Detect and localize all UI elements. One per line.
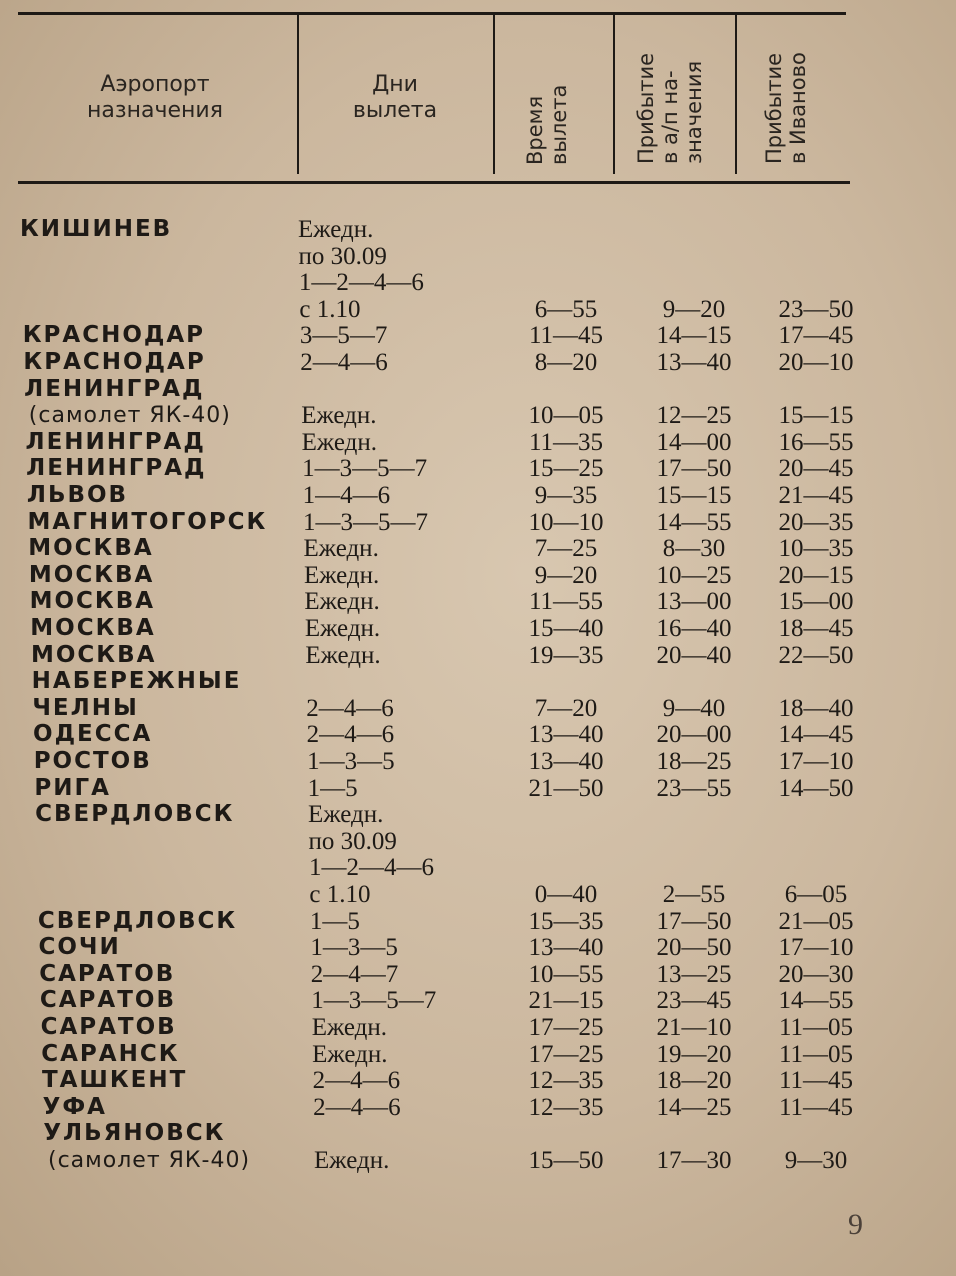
destination-city: МОСКВА	[29, 588, 156, 615]
flight-days: Ежедн.	[301, 402, 377, 430]
destination-city: МОСКВА	[30, 641, 157, 668]
destination-city: МОСКВА	[28, 535, 154, 562]
arrival-destination-time: 13—40	[656, 349, 732, 376]
arrival-ivanovo-time: 11—05	[778, 1040, 854, 1068]
destination-city: УФА	[42, 1093, 107, 1120]
departure-time: 13—40	[528, 721, 604, 749]
header-arrival-ivanovo: Прибытие в Иваново	[762, 52, 810, 164]
flight-days: 1—3—5—7	[303, 508, 429, 536]
flight-days: 2—4—6	[313, 1093, 401, 1121]
header-departure: Время вылета	[523, 84, 571, 165]
arrival-destination-time: 18—25	[656, 748, 732, 775]
flight-days: Ежедн.	[304, 615, 381, 642]
arrival-ivanovo-time: 17—10	[778, 748, 854, 775]
arrival-destination-time: 12—25	[656, 402, 732, 430]
arrival-destination-time: 13—00	[656, 588, 732, 616]
arrival-ivanovo-time: 22—50	[778, 641, 854, 669]
header-airport: Аэропорт назначения	[87, 72, 223, 123]
arrival-destination-time: 23—45	[656, 987, 732, 1015]
flight-days: Ежедн.	[298, 216, 374, 243]
destination-city: ТАШКЕНТ	[41, 1067, 188, 1094]
arrival-destination-time: 8—30	[662, 535, 726, 563]
destination-city: НАБЕРЕЖНЫЕ	[31, 668, 242, 695]
departure-time: 21—15	[528, 987, 604, 1015]
departure-time: 13—40	[528, 934, 604, 962]
destination-city: ЛЕНИНГРАД	[25, 428, 206, 455]
departure-time: 11—55	[528, 588, 604, 616]
destination-city: (самолет ЯК-40)	[28, 403, 231, 429]
departure-time: 11—45	[528, 322, 604, 350]
destination-city: САРАНСК	[41, 1040, 180, 1067]
arrival-ivanovo-time: 20—10	[778, 349, 854, 376]
flight-days: по 30.09	[308, 827, 397, 855]
header-days: Дни вылета	[352, 72, 438, 123]
flight-days: Ежедн.	[303, 535, 379, 563]
departure-time: 13—40	[528, 748, 604, 775]
arrival-destination-time: 20—00	[656, 721, 732, 749]
arrival-ivanovo-time: 15—15	[778, 402, 854, 430]
arrival-ivanovo-time: 18—45	[778, 615, 854, 642]
flight-days: 1—3—5	[310, 934, 398, 962]
arrival-destination-time: 14—00	[656, 428, 732, 456]
destination-city: РИГА	[34, 774, 111, 801]
flight-days: 1—2—4—6	[298, 269, 424, 297]
arrival-destination-time: 21—10	[656, 1014, 732, 1041]
arrival-ivanovo-time: 16—55	[778, 428, 854, 456]
departure-time: 17—25	[528, 1014, 604, 1041]
arrival-ivanovo-time: 14—55	[778, 987, 854, 1015]
destination-city: ЛЕНИНГРАД	[24, 375, 205, 402]
flight-days: Ежедн.	[314, 1147, 390, 1174]
arrival-ivanovo-time: 11—45	[778, 1067, 854, 1095]
flight-days: 2—4—6	[306, 694, 394, 722]
departure-time: 6—55	[534, 295, 598, 323]
arrival-ivanovo-time: 14—50	[778, 774, 854, 802]
arrival-ivanovo-time: 10—35	[778, 535, 854, 563]
arrival-destination-time: 18—20	[656, 1067, 732, 1095]
flight-days: 3—5—7	[299, 322, 388, 350]
flight-days: 1—2—4—6	[308, 854, 434, 882]
arrival-ivanovo-time: 17—45	[778, 322, 854, 350]
departure-time: 15—25	[528, 455, 604, 483]
flight-days: Ежедн.	[305, 641, 381, 669]
arrival-ivanovo-time: 11—05	[778, 1014, 854, 1041]
arrival-destination-time: 9—40	[662, 694, 726, 722]
flight-days: 2—4—7	[310, 960, 399, 988]
departure-time: 10—05	[528, 402, 604, 430]
flight-days: Ежедн.	[303, 561, 380, 589]
arrival-destination-time: 10—25	[656, 561, 732, 589]
arrival-ivanovo-time: 15—00	[778, 588, 854, 616]
departure-time: 7—25	[534, 535, 598, 563]
arrival-ivanovo-time: 20—15	[778, 561, 854, 589]
destination-city: РОСТОВ	[33, 748, 152, 774]
arrival-destination-time: 17—30	[656, 1147, 732, 1174]
destination-city: САРАТОВ	[39, 987, 176, 1014]
flight-days: 1—4—6	[302, 482, 391, 509]
destination-city: УЛЬЯНОВСК	[43, 1120, 226, 1147]
arrival-destination-time: 14—25	[656, 1093, 732, 1121]
flight-days: Ежедн.	[311, 1014, 388, 1041]
arrival-destination-time: 19—20	[656, 1040, 732, 1068]
flight-days: Ежедн.	[308, 801, 384, 829]
flight-days: 1—5	[307, 774, 358, 802]
arrival-destination-time: 23—55	[656, 774, 732, 802]
destination-city: ЧЕЛНЫ	[32, 694, 139, 721]
flight-days: 1—5	[309, 907, 360, 935]
departure-time: 11—35	[528, 428, 604, 456]
flight-days: Ежедн.	[312, 1040, 388, 1068]
destination-city: СОЧИ	[38, 934, 121, 961]
arrival-destination-time: 16—40	[656, 615, 732, 642]
flight-days: 1—3—5—7	[302, 455, 428, 483]
destination-city: САРАТОВ	[40, 1014, 177, 1040]
arrival-destination-time: 15—15	[656, 482, 732, 509]
departure-time: 8—20	[534, 349, 598, 376]
arrival-ivanovo-time: 9—30	[784, 1147, 848, 1174]
arrival-destination-time: 13—25	[656, 960, 732, 988]
destination-city: МОСКВА	[30, 615, 156, 641]
flight-days: 2—4—6	[312, 1067, 401, 1095]
flight-days: с 1.10	[309, 881, 371, 908]
arrival-ivanovo-time: 21—45	[778, 482, 854, 509]
flight-days: 1—3—5	[307, 748, 395, 775]
arrival-ivanovo-time: 6—05	[784, 881, 848, 908]
arrival-ivanovo-time: 20—30	[778, 960, 854, 988]
flight-days: 1—3—5—7	[311, 987, 437, 1015]
arrival-ivanovo-time: 20—45	[778, 455, 854, 483]
departure-time: 17—25	[528, 1040, 604, 1068]
arrival-destination-time: 20—50	[656, 934, 732, 962]
destination-city: КРАСНОДАР	[23, 349, 206, 375]
departure-time: 0—40	[534, 881, 598, 908]
flight-days: Ежедн.	[304, 588, 380, 616]
destination-city: ОДЕССА	[33, 721, 153, 748]
arrival-destination-time: 17—50	[656, 907, 732, 935]
destination-city: МАГНИТОГОРСК	[27, 508, 268, 535]
departure-time: 10—10	[528, 508, 604, 536]
departure-time: 7—20	[534, 694, 598, 722]
flight-days: по 30.09	[298, 242, 387, 270]
arrival-ivanovo-time: 23—50	[778, 295, 854, 323]
arrival-ivanovo-time: 21—05	[778, 907, 854, 935]
departure-time: 9—35	[534, 482, 598, 509]
destination-city: КИШИНЕВ	[20, 216, 173, 242]
destination-city: СВЕРДЛОВСК	[35, 801, 235, 828]
arrival-destination-time: 14—55	[656, 508, 732, 536]
destination-city: ЛЕНИНГРАД	[26, 455, 207, 482]
flight-days: Ежедн.	[301, 428, 377, 456]
destination-city: КРАСНОДАР	[22, 322, 206, 349]
arrival-destination-time: 2—55	[662, 881, 726, 908]
departure-time: 15—50	[528, 1147, 604, 1174]
arrival-destination-time: 17—50	[656, 455, 732, 483]
flight-days: 2—4—6	[300, 349, 388, 376]
arrival-ivanovo-time: 17—10	[778, 934, 854, 962]
departure-time: 9—20	[534, 561, 598, 589]
departure-time: 19—35	[528, 641, 604, 669]
arrival-destination-time: 9—20	[662, 295, 726, 323]
page-number: 9	[848, 1208, 863, 1241]
arrival-ivanovo-time: 11—45	[778, 1093, 854, 1121]
departure-time: 15—40	[528, 615, 604, 642]
departure-time: 12—35	[528, 1067, 604, 1095]
arrival-destination-time: 14—15	[656, 322, 732, 350]
destination-city: (самолет ЯК-40)	[48, 1148, 251, 1173]
destination-city: МОСКВА	[28, 561, 155, 588]
departure-time: 21—50	[528, 774, 604, 802]
departure-time: 10—55	[528, 960, 604, 988]
flight-days: 2—4—6	[306, 721, 395, 749]
arrival-destination-time: 20—40	[656, 641, 732, 669]
destination-city: СВЕРДЛОВСК	[37, 907, 238, 934]
departure-time: 12—35	[528, 1093, 604, 1121]
departure-time: 15—35	[528, 907, 604, 935]
destination-city: ЛЬВОВ	[26, 482, 129, 508]
arrival-ivanovo-time: 20—35	[778, 508, 854, 536]
arrival-ivanovo-time: 18—40	[778, 694, 854, 722]
destination-city: САРАТОВ	[39, 960, 176, 987]
header-arrival-destination: Прибытие в а/п на- значения	[634, 52, 706, 164]
flight-days: с 1.10	[299, 295, 361, 323]
arrival-ivanovo-time: 14—45	[778, 721, 854, 749]
